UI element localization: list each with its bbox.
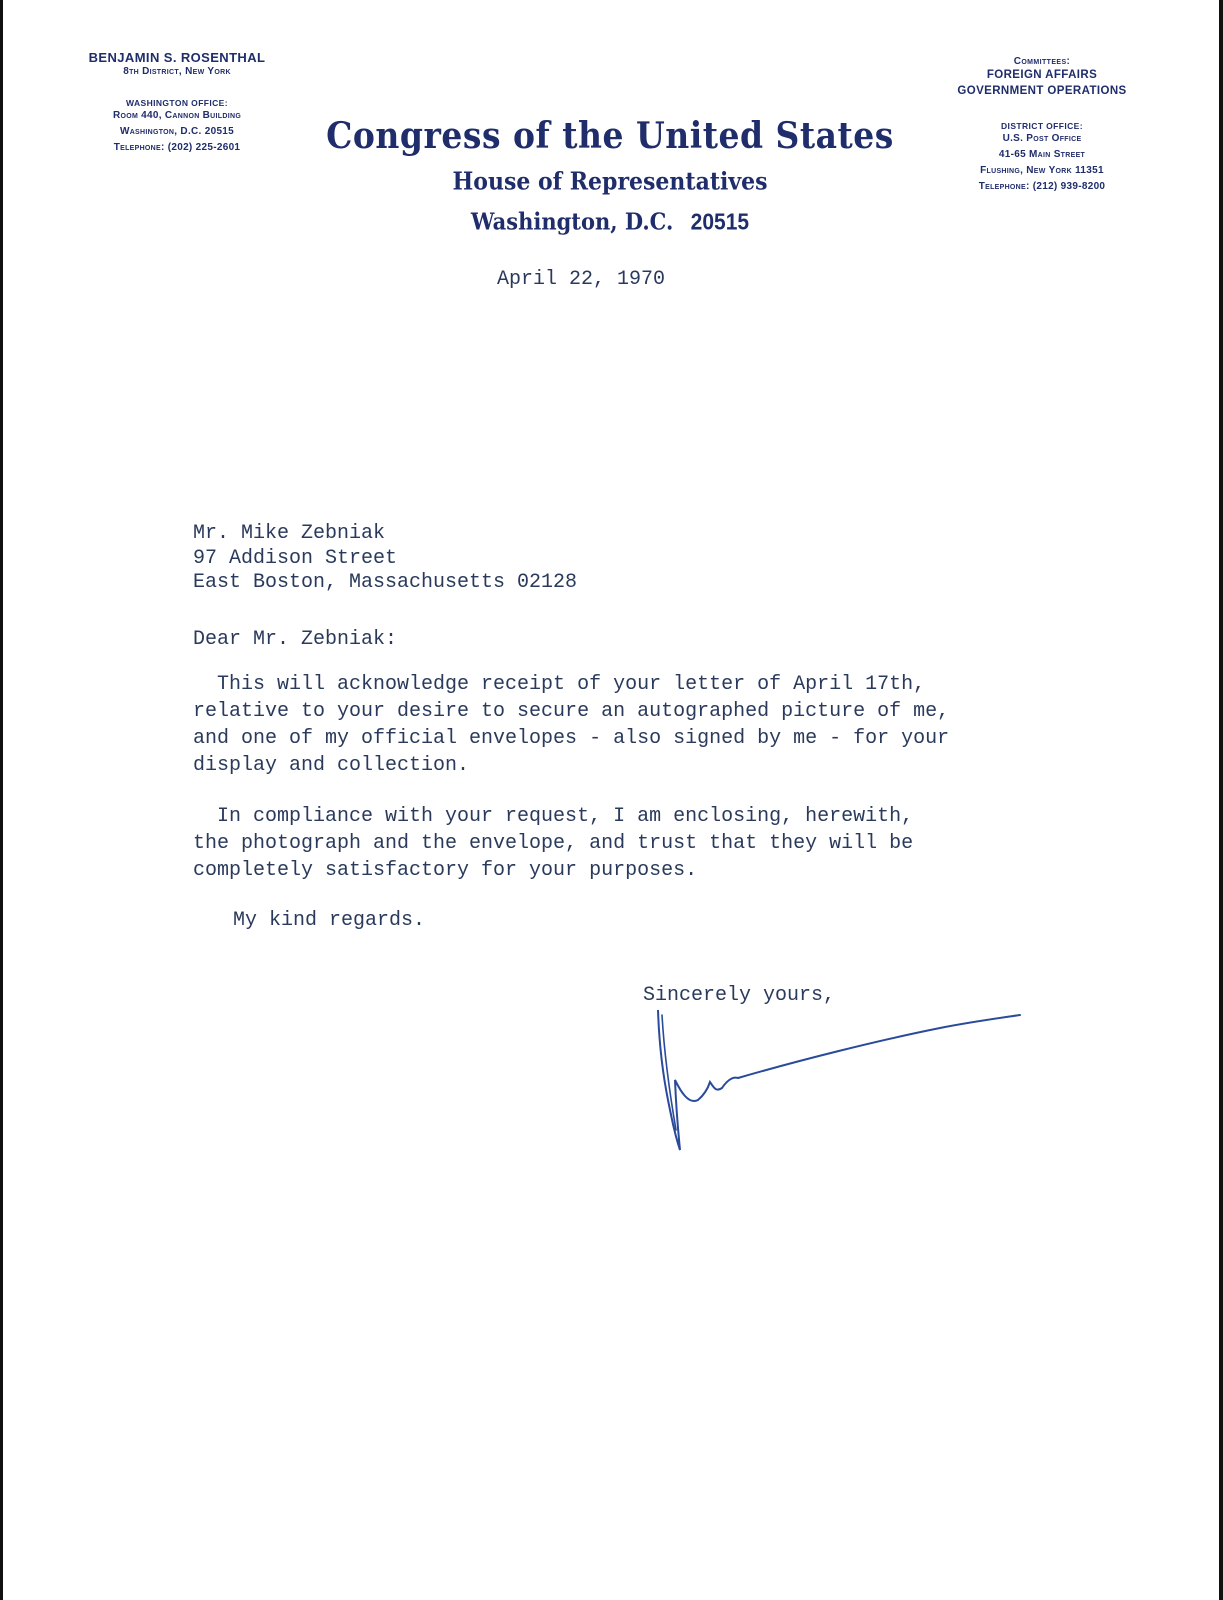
recipient-line: 97 Addison Street — [193, 546, 398, 570]
body-paragraph-1: This will acknowledge receipt of your letter of April 17th, relative to your desire to secure an autographed picture of me, and one of my official envelopes - also signed by me - for your display and collection. — [193, 673, 950, 777]
recipient-line: Mr. Mike Zebniak — [193, 522, 386, 545]
district-office-heading: DISTRICT OFFICE: — [1001, 121, 1083, 131]
letterhead-title-house: House of Representatives — [452, 167, 768, 197]
closing-line: Sincerely yours, — [643, 984, 836, 1007]
washington-office-heading: WASHINGTON OFFICE: — [126, 98, 228, 108]
committee-name: FOREIGN AFFAIRS — [986, 69, 1098, 81]
letterhead-right-block — [918, 56, 1166, 195]
letterhead-title-city — [300, 208, 920, 237]
washington-office-line: Washington, D.C. 20515 — [119, 126, 235, 137]
letterhead-title-congress: Congress of the United States — [326, 114, 894, 157]
salutation: Dear Mr. Zebniak: — [193, 628, 398, 651]
district-office-line: Flushing, New York 11351 — [980, 165, 1104, 176]
letterhead-left-block — [52, 50, 302, 156]
handwritten-signature — [640, 1010, 1050, 1175]
body-paragraph-2: In compliance with your request, I am enclosing, herewith, the photograph and the envelope, and trust that they will be completely satisfactory for your purposes. — [193, 805, 914, 882]
letterhead-title-block — [300, 116, 920, 235]
scan-border-right — [1219, 0, 1223, 1600]
letter-date: April 22, 1970 — [497, 268, 666, 291]
scan-border-left — [0, 0, 3, 1600]
district-office-line: Telephone: (212) 939-8200 — [978, 181, 1106, 192]
washington-office-address — [52, 108, 302, 156]
committee-name: GOVERNMENT OPERATIONS — [957, 85, 1127, 97]
member-name: BENJAMIN S. ROSENTHAL — [88, 50, 266, 65]
district-office-line: 41-65 Main Street — [998, 149, 1086, 160]
signature-stroke — [658, 1010, 1020, 1150]
district-office-address — [918, 131, 1166, 195]
recipient-address — [193, 522, 577, 596]
member-district: 8th District, New York — [123, 66, 231, 77]
washington-office-line: Room 440, Cannon Building — [112, 110, 242, 121]
letterhead-zip: 20515 — [690, 209, 750, 236]
district-office-line: U.S. Post Office — [1002, 133, 1082, 144]
committees-heading: Committees: — [1013, 56, 1071, 67]
washington-office-line: Telephone: (202) 225-2601 — [113, 142, 241, 153]
recipient-line: East Boston, Massachusetts 02128 — [193, 571, 578, 594]
letterhead-city: Washington, D.C. — [470, 207, 674, 236]
regards-line: My kind regards. — [233, 909, 426, 932]
